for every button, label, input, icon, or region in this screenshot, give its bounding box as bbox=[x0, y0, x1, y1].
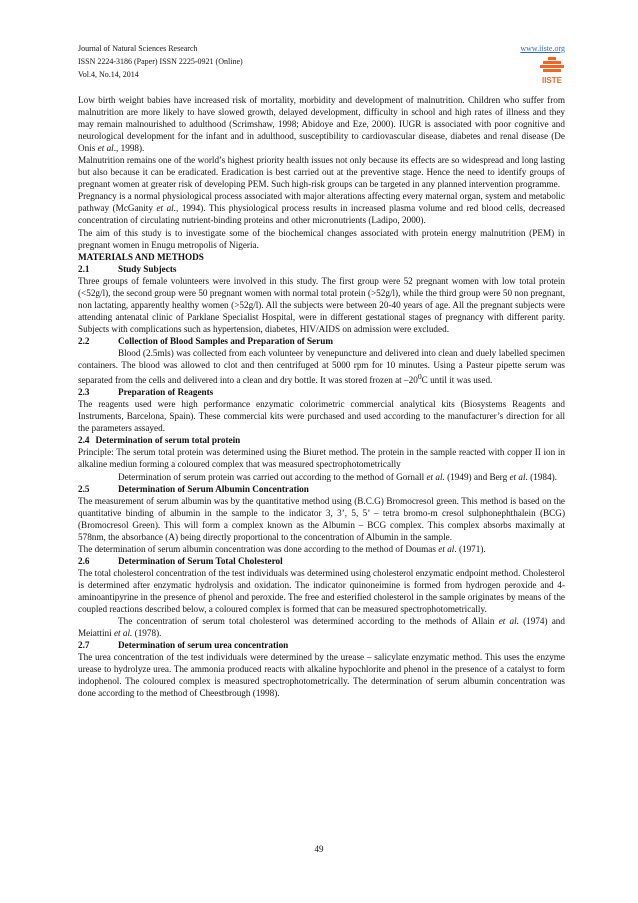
subsection-text-2-4: Principle: The serum total protein was determined using the Biuret method. The protein in the sample reacted with copper II ion in alkaline mediun forming a coloured complex that was measured spectrophotometrically bbox=[78, 447, 565, 470]
subsection-heading-2-4: 2.4 Determination of serum total protein bbox=[78, 435, 241, 446]
intro-paragraph-1: Low birth weight babies have increased risk of mortality, morbidity and development of malnutrition. Children who suffer from malnutrition are more likely to have slowed growth, delayed development, difficulty in school and high rates of illness and they may remain malnourished to adulthood (Scrimshaw, 1998; Abidoye and Eze, 2000). IUGR is associated with poor cognitive and neurological development for the infant and in adulthood, susceptibility to cardiovascular disease, diabetes and renal disease (De Onis et al., 1998). bbox=[78, 95, 565, 154]
volume-line: Vol.4, No.14, 2014 bbox=[78, 70, 139, 79]
subsection-text-2-1: Three groups of female volunteers were involved in this study. The first group were 52 pregnant women with low total protein (<52g/l), the second group were 50 pregnant women with normal total protein (>52g/l), while the third group were 50 non pregnant, non lactating, apparently healthy women (>52g/l). All the subjects were between 20-40 years of age. All the pregnant subjects were attending antenatal clinic of Parklane Specialist Hospital, were in different gestational stages of pregnancy with different parity. Subjects with complications such as hypertension, diabetes, HIV/AIDS on admission were excluded. bbox=[78, 275, 565, 334]
subsection-text-2-5: The measurement of serum albumin was by the quantitative method using (B.C.G) Bromocresol green. This method is based on the quantitative binding of albumin in the sample to the indicator 3, 3’, 5, 5’ – tetra bromo-m cresol sulphonephthalein (BCG) (Bromocresol Green). This will form a complex known as the Albumin – BCG complex. This complex absorbs maximally at 578nm, the absorbance (A) being directly proportional to the concentration of Albumin in the sample. bbox=[78, 495, 565, 542]
intro-paragraph-4: The aim of this study is to investigate some of the biochemical changes associated with protein energy malnutrition (PEM) in pregnant women in Enugu metropolis of Nigeria. bbox=[78, 227, 565, 250]
page-number: 49 bbox=[314, 844, 324, 854]
page-header bbox=[78, 42, 565, 90]
subsection-heading-2-3: 2.3 Preparation of Reagents bbox=[78, 387, 214, 398]
subsection-heading-2-1: 2.1 Study Subjects bbox=[78, 263, 177, 274]
subsection-heading-2-7: 2.7 Determination of serum urea concentration bbox=[78, 640, 289, 651]
subsection-text-2-6-method: The concentration of serum total cholesterol was determined according to the methods of Allain et al. (1974) and Meiattini et al. (1978). bbox=[78, 616, 565, 639]
article-body bbox=[78, 94, 565, 699]
intro-paragraph-2: Malnutrition remains one of the world’s highest priority health issues not only because its effects are so widespread and long lasting but also because it can be eradicated. Eradication is best carried out at the preventive stage. Hence the need to identify groups of pregnant women at greater risk of developing PEM. Such high-risk groups can be targeted in any planned intervention programme. bbox=[78, 155, 565, 190]
issn-line: ISSN 2224-3186 (Paper) ISSN 2225-0921 (Online) bbox=[78, 57, 243, 66]
subsection-heading-2-2: 2.2 Collection of Blood Samples and Preparation of Serum bbox=[78, 335, 333, 346]
iiste-logo bbox=[539, 57, 565, 87]
subsection-text-2-3: The reagents used were high performance enzymatic colorimetric commercial analytical kits (Biosystems Reagents and Instruments, Barcelona, Spain). These commercial kits were purchased and used according to the manufacturer’s direction for all the parameters assayed. bbox=[78, 399, 565, 434]
subsection-text-2-6: The total cholesterol concentration of the test individuals was determined using cholesterol enzymatic endpoint method. Cholesterol is determined after enzymatic hydrolysis and oxidation. The indicator quinoneimine is formed from hydrogen peroxide and 4-aminoantipyrine in the presence of phenol and peroxide. The free and esterified cholesterol in the sample originates by means of the coupled reactions described below, a coloured complex is formed that can be measured spectrophotometrically. bbox=[78, 567, 565, 615]
intro-paragraph-3: Pregnancy is a normal physiological process associated with major alterations affecting every maternal organ, system and metabolic pathway (McGanity et al., 1994). This physiological process results in increased plasma volume and red blood cells, decreased concentration of circulating nutrient-binding proteins and other micronutrients (Ladipo, 2000). bbox=[78, 191, 565, 226]
logo-text: IISTE bbox=[541, 76, 563, 85]
subsection-text-2-4-method: Determination of serum protein was carried out according to the method of Gornall et al. (1949) and Berg et al. (1984). bbox=[118, 471, 557, 482]
journal-name: Journal of Natural Sciences Research bbox=[78, 44, 198, 53]
subsection-heading-2-5: 2.5 Determination of Serum Albumin Concentration bbox=[78, 483, 309, 494]
subsection-text-2-5-method: The determination of serum albumin concentration was done according to the method of Doumas et al. (1971). bbox=[78, 543, 486, 554]
subsection-heading-2-6: 2.6 Determination of Serum Total Cholesterol bbox=[78, 555, 283, 566]
subsection-text-2-7: The urea concentration of the test individuals were determined by the urease – salicylate enzymatic method. This uses the enzyme urease to hydrolyze urea. The ammonia produced reacts with alkaline hypochlorite and phenol in the presence of a catalyst to form indophenol. The coloured complex is measured spectrophotometrically. The determination of serum albumin concentration was done according to the method of Cheestbrough (1998). bbox=[78, 652, 565, 699]
section-title-methods: MATERIALS AND METHODS bbox=[78, 251, 204, 262]
subsection-text-2-2: Blood (2.5mls) was collected from each volunteer by venepuncture and delivered into clean and duely labelled specimen containers. The blood was allowed to clot and then centrifuged at 5000 rpm for 10 minutes. Using a Pasteur pipette serum was separated from the cells and delivered into a clean and dry bottle. It was stored frozen at $-20^0C$ until it was used. bbox=[78, 347, 565, 386]
journal-url-link[interactable]: www.iiste.org bbox=[520, 44, 565, 53]
